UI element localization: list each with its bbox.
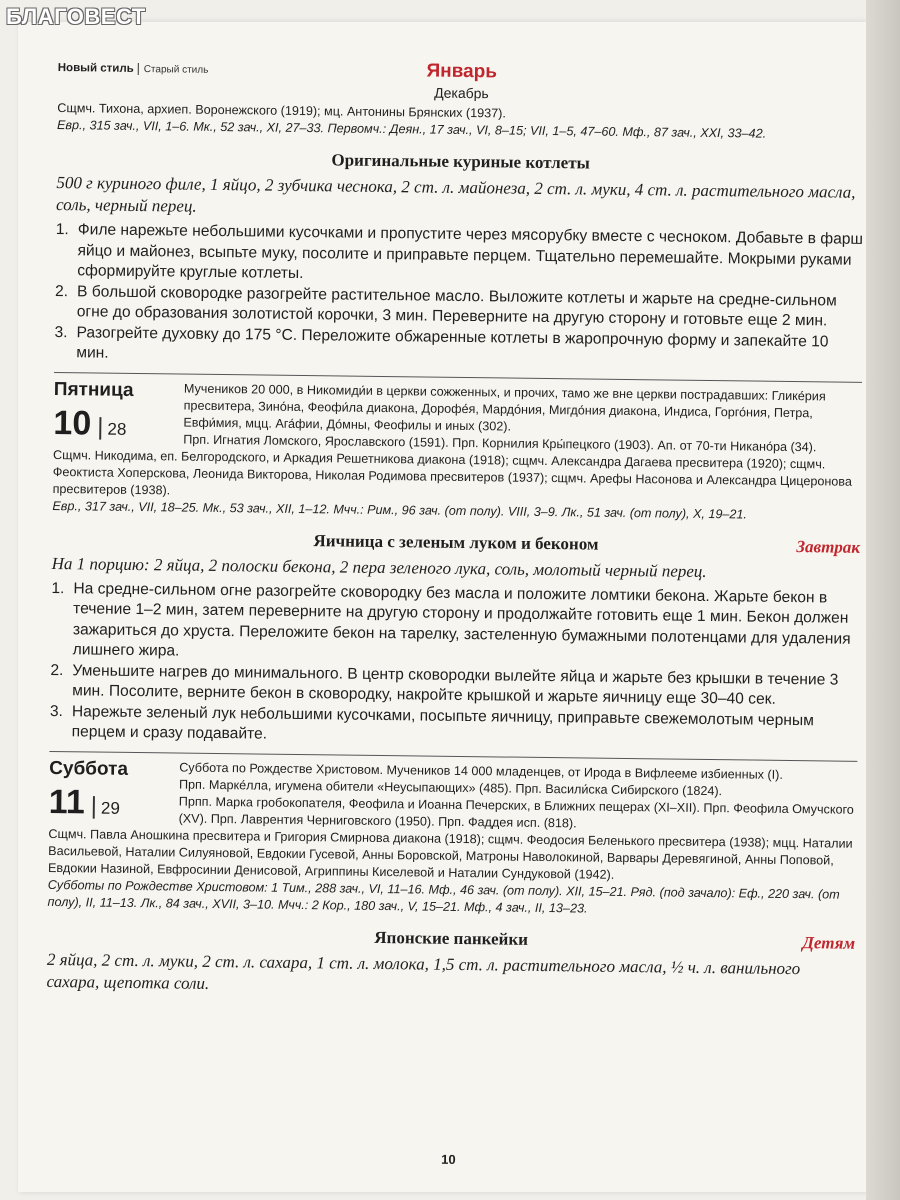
- recipe-step: [51, 578, 860, 670]
- day-saints: [179, 759, 858, 835]
- step-number: 1.: [51, 579, 65, 597]
- recipe-title-text: Оригинальные куриные котлеты: [331, 150, 591, 173]
- date-separator: |: [97, 413, 104, 441]
- step-text: Филе нарежьте небольшими кусочками и пропустите через мясорубку вместе с чесноком. Добавьте в фарш яйцо и майонез, всыпьте муку, посолите и приправьте перцем. Тщательно перемешайте. Мокрыми руками сформируйте круглые котлеты.: [77, 221, 864, 283]
- day-entry-friday: [53, 378, 862, 456]
- recipe-ingredients: 500 г куриного филе, 1 яйцо, 2 зубчика чеснока, 2 ст. л. майонеза, 2 ст. л. муки, 4 ст. л. растительного масла, соль, черный перец.: [55, 172, 856, 216]
- recipe-step: [55, 220, 864, 291]
- day-saints: [183, 380, 862, 456]
- saints-paragraph: Мучеников 20 000, в Никомиди́и в церкви сожженных, и прочих, тамо же вне церкви пострадавших: Глике́рия пресвитера, Зино́на, Феофи́ла диакона, Дорофе́я, Мардо́ния, Мигдо́ния диакона, Индиса, Горго́ния, Петра, Евфи́мия, мцц. Ага́фии, До́мны, Феофилы и иных (302).: [183, 381, 826, 434]
- weekday-name: Суббота: [49, 757, 129, 780]
- step-number: 2.: [54, 282, 69, 300]
- recipe-ingredients: На 1 порцию: 2 яйца, 2 полоски бекона, 2 пера зеленого лука, соль, молотый черный перец.: [51, 553, 707, 581]
- book-spine: [866, 0, 900, 1200]
- recipe-category: Детям: [802, 932, 856, 953]
- saints-paragraph: Прп. Марке́лла, игумена обители «Неусыпающих» (485). Прп. Васили́ска Сибирского (1824).: [178, 777, 723, 798]
- new-style-date: 11: [48, 782, 86, 821]
- step-number: 3.: [54, 323, 68, 341]
- saints-paragraph: Прп. Игнатия Ломского, Ярославского (1591). Прп. Корнилия Кры́пецкого (1903). Ап. от 70-ти Никано́ра (34).: [183, 432, 817, 454]
- watermark: БЛАГОВЕСТ: [6, 4, 146, 29]
- scripture-readings: Евр., 315 зач., VII, 1–6. Мк., 52 зач., XI, 27–33. Первомч.: Деян., 17 зач., VI, 8–15; VII, 1–5, 47–60. Мф., 87 зач., XXI, 33–42.: [56, 117, 767, 141]
- scripture-readings: Субботы по Рождестве Христовом: 1 Тим., 288 зач., VI, 11–16. Мф., 46 зач. (от полу). XII, 15–21. Ряд. (под зачало): Еф., 220 зач. (от полу), II, 11–13. Лк., 84 зач., XVII, 3–10. Мчч.: 2 Кор., 180 зач., V, 15–21. Мф., 4 зач., II, 13–23.: [47, 877, 840, 916]
- step-number: 3.: [49, 702, 64, 720]
- recipe-step: [54, 322, 862, 373]
- step-number: 2.: [50, 661, 64, 679]
- old-style-date: 29: [100, 798, 120, 818]
- day-label: [53, 378, 184, 448]
- new-style-date: 10: [53, 403, 92, 442]
- recipe-steps: [54, 220, 864, 373]
- saints-paragraph: Прпп. Марка гробокопателя, Феофила и Иоанна Печерских, в Ближних пещерах (XI–XII). Прп. Феофила Омучского (XV). Прп. Лаврентия Черниговского (1950). Прп. Фаддея исп. (818).: [178, 794, 854, 830]
- page-number: 10: [441, 1151, 456, 1167]
- page-content: [44, 50, 866, 1200]
- day-entry-saturday: [49, 757, 858, 835]
- recipe-steps: [50, 578, 860, 752]
- day-label: [49, 757, 180, 827]
- style-old-label: Старый стиль: [143, 64, 209, 76]
- step-number: 1.: [55, 220, 69, 239]
- saints-paragraph: Сщмч. Никодима, еп. Белгородского, и Аркадия Решетникова диакона (1918); сщмч. Александра Дагаева пресвитера (1920); сщмч. Феоктиста Хоперскова, Леонида Викторова, Николая Родимова пресвитеров (1937); сщмч. Арефы Насонова и Александра Цицеронова пресвитеров (1938).: [52, 447, 853, 497]
- day-number: [53, 404, 183, 442]
- saints-commemoration: Сщмч. Тихона, архиеп. Воронежского (1919); мц. Антонины Брянских (1937).: [57, 100, 506, 121]
- step-text: Нарежьте зеленый лук небольшими кусочками, посыпьте яичницу, приправьте свежемолотым черным перцем и сразу подавайте.: [71, 702, 814, 743]
- day-number: [49, 783, 179, 821]
- month-title: Январь: [426, 60, 498, 83]
- step-text: На средне-сильном огне разогрейте сковородку без масла и положите ломтики бекона. Жарьте бекон в течение 1–2 мин, затем переверните на другую сторону и продолжайте готовить еще 1 мин. Бекон должен зажариться до хруста. Переложите бекон на тарелку, застеленную бумажными полотенцами для удаления лишнего жира.: [72, 579, 851, 660]
- saints-paragraph: Сщмч. Павла Аношкина пресвитера и Григория Смирнова диакона (1918); сщмч. Феодосия Беленького пресвитера (1938); мцц. Наталии Васильевой, Наталии Силуяновой, Евдокии Гусевой, Анны Боровской, Матроны Наволокиной, Варвары Деревягиной, Анны Поповой, Евдокии Назиной, Евфросинии Денисовой, Агриппины Киселевой и Наталии Сундуковой (1942).: [47, 826, 853, 882]
- recipe-title-text: Японские панкейки: [374, 927, 529, 949]
- step-text: В большой сковородке разогрейте растительное масло. Выложите котлеты и жарьте на средне-сильном огне до образования золотистой корочки, 3 мин. Переверните на другую сторону и готовьте еще 2 мин.: [76, 282, 837, 330]
- recipe-title-text: Яичница с зеленым луком и беконом: [313, 530, 599, 554]
- step-text: Уменьшите нагрев до минимального. В центр сковородки вылейте яйца и жарьте без крышки в течение 3 мин. Посолите, верните бекон в сковородку, накройте крышкой и жарьте яичницу еще 30–40 сек.: [72, 661, 839, 708]
- date-separator: |: [90, 791, 98, 820]
- style-new-label: Новый стиль: [58, 62, 139, 75]
- recipe-ingredients: 2 яйца, 2 ст. л. муки, 2 ст. л. сахара, 1 ст. л. молока, 1,5 ст. л. растительного масла, ½ ч. л. ванильного сахара, щепотка соли.: [46, 949, 801, 993]
- recipe-category: Завтрак: [796, 536, 861, 557]
- step-text: Разогрейте духовку до 175 °С. Переложите обжаренные котлеты в жаропрочную форму и запекайте 10 мин.: [76, 323, 829, 362]
- weekday-name: Пятница: [53, 378, 134, 401]
- page-header: [57, 50, 866, 110]
- recipe-step: [50, 701, 858, 752]
- saints-paragraph: Суббота по Рождестве Христовом. Мучеников 14 000 младенцев, от Ирода в Вифлееме избиенных (I).: [179, 760, 783, 782]
- month-old-style: Декабрь: [434, 84, 489, 102]
- old-style-date: 28: [107, 419, 127, 439]
- scripture-readings: Евр., 317 зач., VII, 18–25. Мк., 53 зач., XII, 1–12. Мчч.: Рим., 96 зач. (от полу). VIII, 3–9. Лк., 51 зач. (от полу), X, 19–21.: [52, 498, 748, 521]
